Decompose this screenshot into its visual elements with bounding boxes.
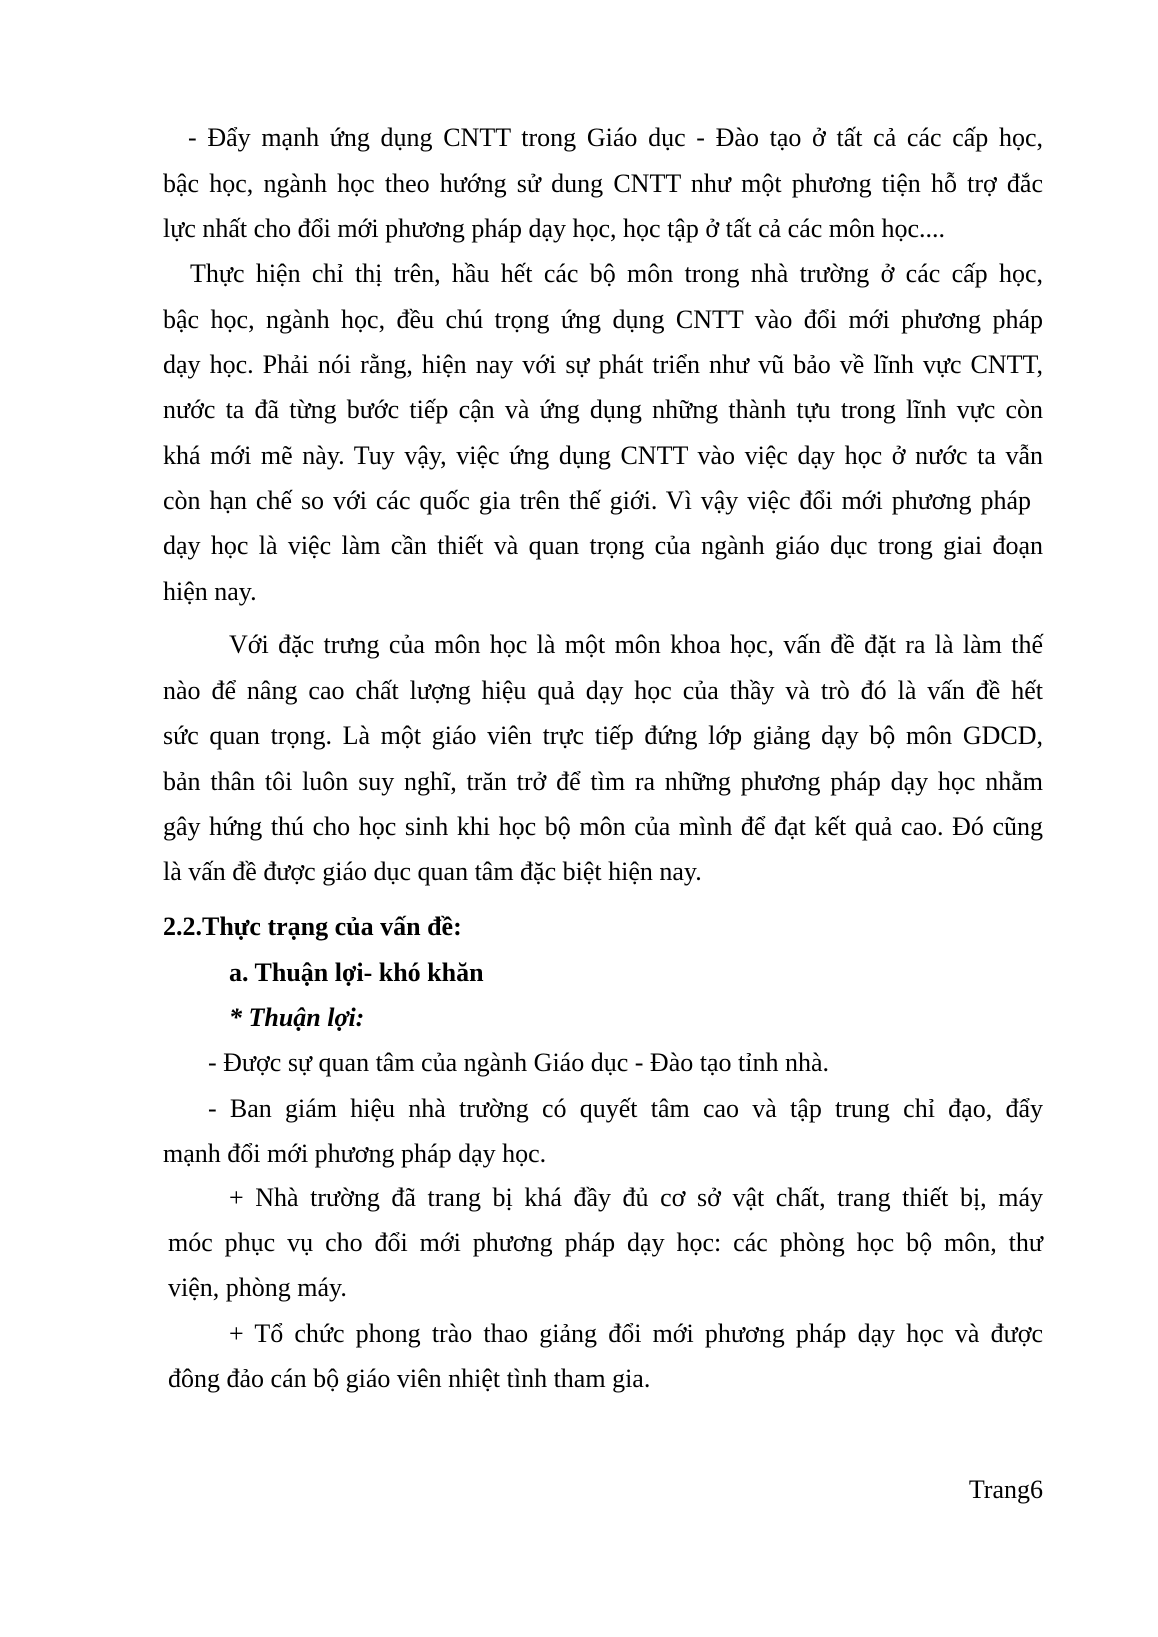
paragraph-line: dạy học. Phải nói rằng, hiện nay với sự phát triển như vũ bảo về lĩnh vực CNTT,: [163, 350, 1043, 379]
paragraph-line: nước ta đã từng bước tiếp cận và ứng dụng những thành tựu trong lĩnh vực còn: [163, 395, 1043, 424]
paragraph-line: - Đẩy mạnh ứng dụng CNTT trong Giáo dục - Đào tạo ở tất cả các cấp học,: [188, 123, 1043, 152]
list-item-continuation: móc phục vụ cho đổi mới phương pháp dạy học: các phòng học bộ môn, thư: [168, 1228, 1043, 1257]
italic-heading: * Thuận lợi:: [229, 1003, 365, 1032]
paragraph-line: bậc học, ngành học, đều chú trọng ứng dụng CNTT vào đổi mới phương pháp: [163, 305, 1043, 334]
list-item-continuation: viện, phòng máy.: [168, 1273, 347, 1302]
paragraph-line: sức quan trọng. Là một giáo viên trực tiếp đứng lớp giảng dạy bộ môn GDCD,: [163, 721, 1043, 750]
list-item-continuation: mạnh đổi mới phương pháp dạy học.: [163, 1139, 547, 1168]
section-heading: 2.2.Thực trạng của vấn đề:: [163, 912, 462, 941]
subheading: a. Thuận lợi- khó khăn: [229, 958, 484, 987]
paragraph-line: còn hạn chế so với các quốc gia trên thế giới. Vì vậy việc đổi mới phương pháp: [163, 486, 1031, 515]
list-item: + Tổ chức phong trào thao giảng đổi mới phương pháp dạy học và được: [229, 1319, 1043, 1348]
paragraph-line: khá mới mẽ này. Tuy vậy, việc ứng dụng CNTT vào việc dạy học ở nước ta vẫn: [163, 441, 1043, 470]
paragraph-line: Thực hiện chỉ thị trên, hầu hết các bộ môn trong nhà trường ở các cấp học,: [190, 259, 1043, 288]
paragraph-line: Với đặc trưng của môn học là một môn khoa học, vấn đề đặt ra là làm thế: [229, 630, 1043, 659]
paragraph-line: hiện nay.: [163, 577, 257, 606]
paragraph-line: bản thân tôi luôn suy nghĩ, trăn trở để tìm ra những phương pháp dạy học nhằm: [163, 767, 1043, 796]
list-item-continuation: đông đảo cán bộ giáo viên nhiệt tình tham gia.: [168, 1364, 651, 1393]
paragraph-line: bậc học, ngành học theo hướng sử dung CNTT như một phương tiện hỗ trợ đắc: [163, 169, 1043, 198]
list-item: - Ban giám hiệu nhà trường có quyết tâm cao và tập trung chỉ đạo, đẩy: [208, 1094, 1043, 1123]
paragraph-line: lực nhất cho đổi mới phương pháp dạy học, học tập ở tất cả các môn học....: [163, 214, 946, 243]
paragraph-line: dạy học là việc làm cần thiết và quan trọng của ngành giáo dục trong giai đoạn: [163, 531, 1043, 560]
paragraph-line: nào để nâng cao chất lượng hiệu quả dạy học của thầy và trò đó là vấn đề hết: [163, 676, 1043, 705]
paragraph-line: gây hứng thú cho học sinh khi học bộ môn của mình để đạt kết quả cao. Đó cũng: [163, 812, 1043, 841]
list-item: + Nhà trường đã trang bị khá đầy đủ cơ sở vật chất, trang thiết bị, máy: [229, 1183, 1043, 1212]
page-number: Trang6: [968, 1475, 1043, 1504]
paragraph-line: là vấn đề được giáo dục quan tâm đặc biệt hiện nay.: [163, 857, 702, 886]
list-item: - Được sự quan tâm của ngành Giáo dục - Đào tạo tỉnh nhà.: [208, 1048, 829, 1077]
